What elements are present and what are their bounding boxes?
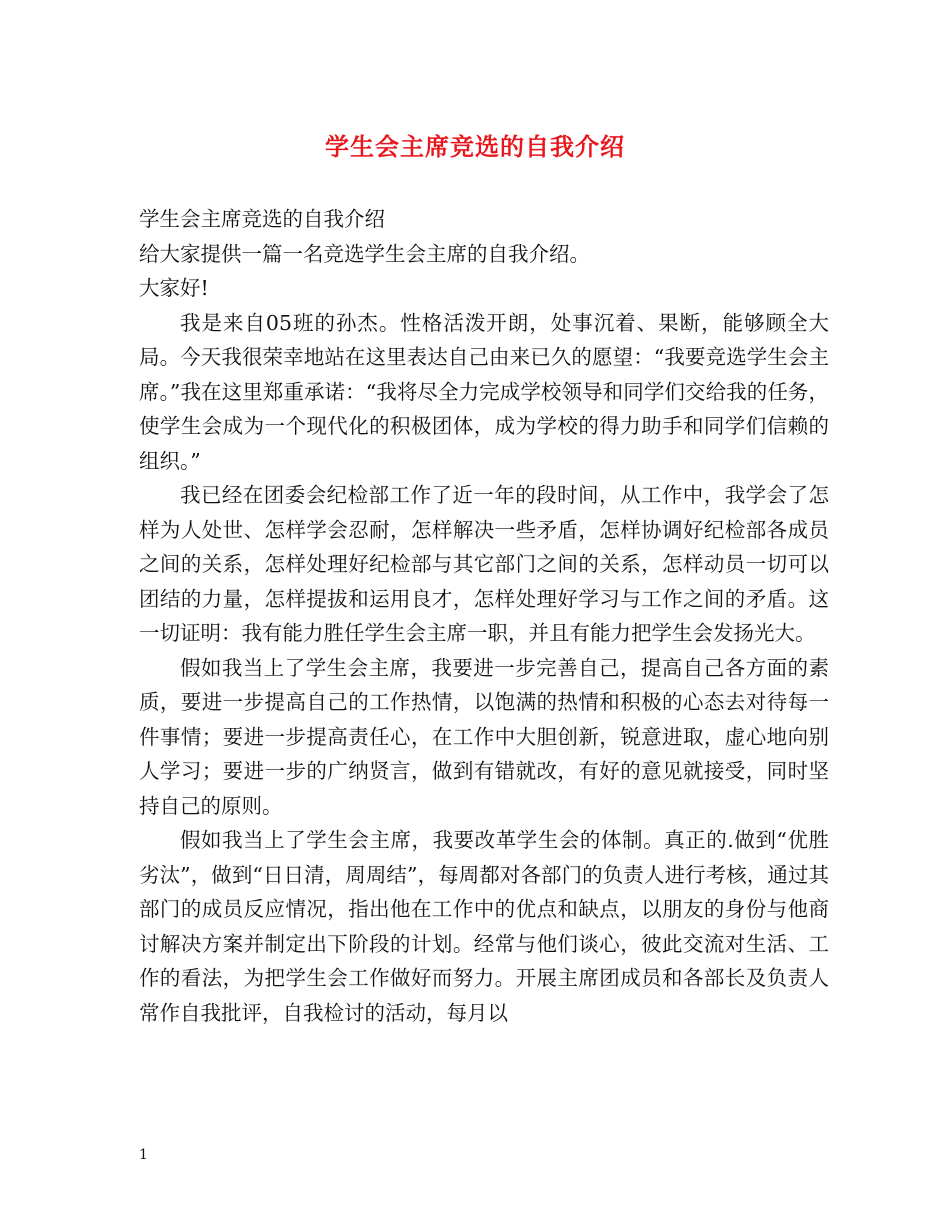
document-title: 学生会主席竞选的自我介绍	[325, 132, 625, 161]
paragraph-reform: 假如我当上了学生会主席，我要改革学生会的体制。真正的.做到“优胜劣汰”，做到“日日清，周周结”，每周都对各部门的负责人进行考核，通过其部门的成员反应情况，指出他在工作中的优点和缺点，以朋友的身份与他商讨解决方案并制定出下阶段的计划。经常与他们谈心，彼此交流对生活、工作的看法，为把学生会工作做好而努力。开展主席团成员和各部长及负责人常作自我批评，自我检讨的活动，每月以	[139, 828, 829, 1025]
paragraph-experience: 我已经在团委会纪检部工作了近一年的段时间，从工作中，我学会了怎样为人处世、怎样学会忍耐，怎样解决一些矛盾，怎样协调好纪检部各成员之间的关系，怎样处理好纪检部与其它部门之间的关系，怎样动员一切可以团结的力量，怎样提拔和运用良才，怎样处理好学习与工作之间的矛盾。这一切证明：我有能力胜任学生会主席一职，并且有能力把学生会发扬光大。	[139, 483, 829, 645]
paragraph-introduction: 我是来自05班的孙杰。性格活泼开朗，处事沉着、果断，能够顾全大局。今天我很荣幸地站在这里表达自己由来已久的愿望：“我要竞选学生会主席。”我在这里郑重承诺：“我将尽全力完成学校领导和同学们交给我的任务，使学生会成为一个现代化的积极团体，成为学校的得力助手和同学们信赖的组织。”	[139, 310, 829, 473]
greeting-line: 大家好!	[139, 276, 209, 300]
intro-line: 给大家提供一篇一名竞选学生会主席的自我介绍。	[139, 241, 590, 266]
document-body	[139, 202, 829, 1030]
subtitle-line: 学生会主席竞选的自我介绍	[139, 207, 385, 231]
page-number: 1	[139, 1147, 148, 1163]
paragraph-self-improvement: 假如我当上了学生会主席，我要进一步完善自己，提高自己各方面的素质，要进一步提高自己的工作热情，以饱满的热情和积极的心态去对待每一件事情；要进一步提高责任心，在工作中大胆创新，锐意进取，虚心地向别人学习；要进一步的广纳贤言，做到有错就改，有好的意见就接受，同时坚持自己的原则。	[139, 655, 829, 818]
